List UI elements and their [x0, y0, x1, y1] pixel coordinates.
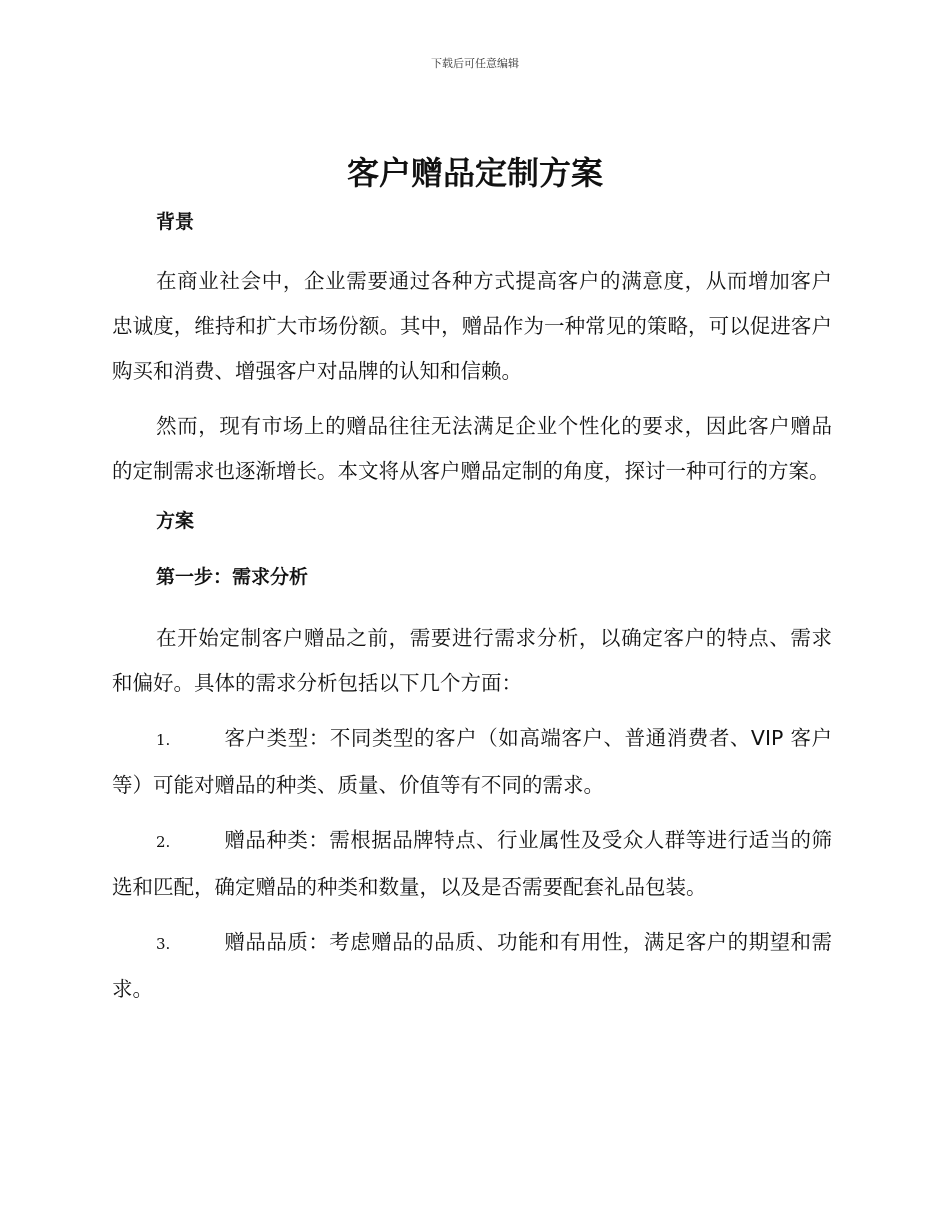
section-heading-background: 背景 — [156, 211, 195, 233]
step1-intro-paragraph: 在开始定制客户赠品之前，需要进行需求分析，以确定客户的特点、需求和偏好。具体的需求分析包括以下几个方面： — [112, 626, 832, 695]
list-item-number: 1. — [156, 731, 171, 749]
page-header-note: 下载后可任意编辑 — [431, 57, 519, 70]
list-item — [112, 818, 832, 910]
background-paragraph-2: 然而，现有市场上的赠品往往无法满足企业个性化的要求，因此客户赠品的定制需求也逐渐增长。本文将从客户赠品定制的角度，探讨一种可行的方案。 — [112, 414, 832, 483]
section-heading-plan: 方案 — [156, 510, 195, 532]
list-item — [112, 920, 832, 1012]
step1-heading: 第一步：需求分析 — [156, 566, 309, 588]
list-item-text: 赠品品质：考虑赠品的品质、功能和有用性，满足客户的期望和需求。 — [112, 930, 832, 1001]
document-body — [112, 205, 832, 1022]
list-item-number: 2. — [156, 833, 171, 851]
document-title: 客户赠品定制方案 — [346, 154, 603, 192]
background-paragraph-1: 在商业社会中，企业需要通过各种方式提高客户的满意度，从而增加客户忠诚度，维持和扩大市场份额。其中，赠品作为一种常见的策略，可以促进客户购买和消费、增强客户对品牌的认知和信赖。 — [112, 269, 832, 383]
list-item-text: 赠品种类：需根据品牌特点、行业属性及受众人群等进行适当的筛选和匹配，确定赠品的种类和数量，以及是否需要配套礼品包装。 — [112, 828, 832, 899]
list-item — [112, 716, 832, 808]
list-item-text: 客户类型：不同类型的客户（如高端客户、普通消费者、VIP 客户等）可能对赠品的种类、质量、价值等有不同的需求。 — [112, 726, 832, 797]
list-item-number: 3. — [156, 935, 171, 953]
